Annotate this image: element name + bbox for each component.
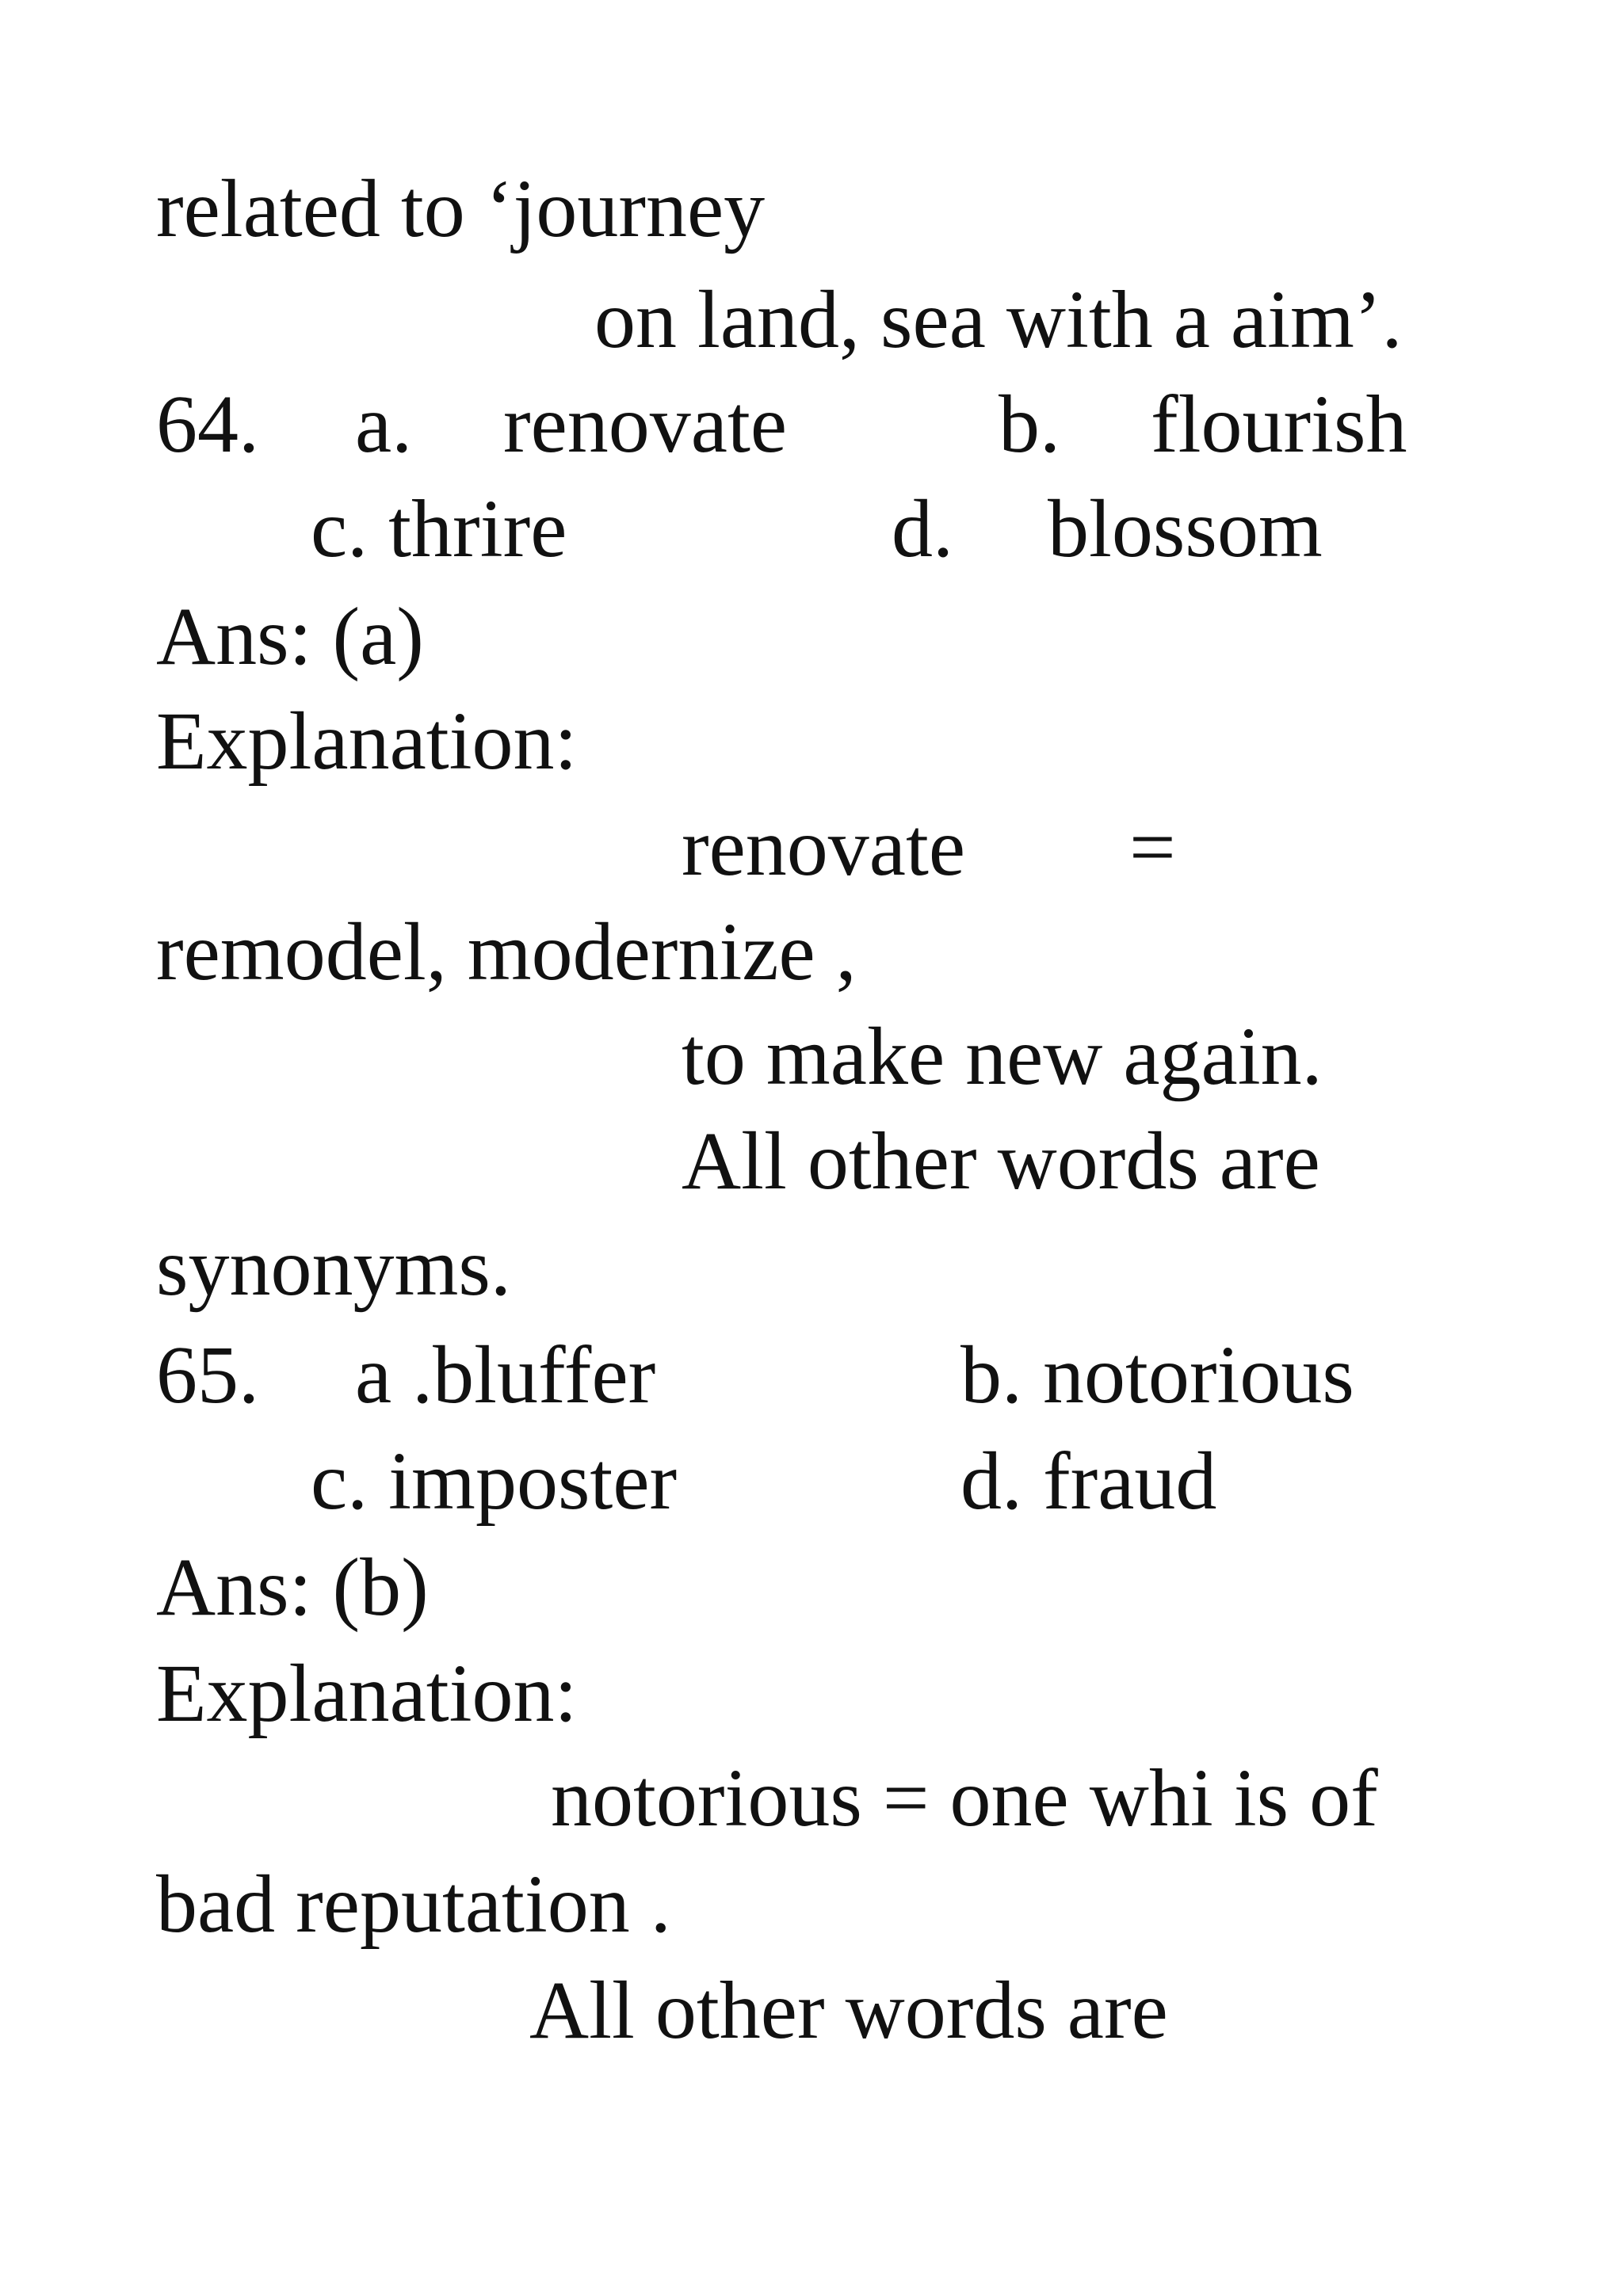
intro-line-1: related to ‘journey [156, 163, 766, 254]
q64-option-c: c. thrire [311, 483, 567, 574]
q65-option-a: a .bluffer [355, 1329, 656, 1421]
q64-explanation-line-2: to make new again. [682, 1011, 1323, 1102]
q65-explanation-heading: Explanation: [156, 1648, 578, 1739]
q64-option-b-text: flourish [1151, 379, 1407, 470]
q64-explanation-equals: = [1129, 802, 1176, 893]
q65-option-c: c. imposter [311, 1436, 678, 1527]
q64-option-d-text: blossom [1048, 483, 1323, 574]
q64-explanation-heading: Explanation: [156, 696, 578, 787]
q64-explanation-line-3: All other words are [682, 1116, 1320, 1207]
q65-number: 65. [156, 1329, 259, 1421]
q65-explanation-line-2: bad reputation . [156, 1859, 671, 1950]
q65-explanation-line-3: All other words are [529, 1965, 1168, 2056]
q64-explanation-term: renovate [682, 802, 966, 893]
q64-option-a-text: renovate [503, 379, 788, 470]
q64-explanation-line-1: remodel, modernize , [156, 906, 857, 997]
q64-option-b-label: b. [999, 379, 1060, 470]
q64-explanation-line-4: synonyms. [156, 1222, 511, 1313]
q64-number: 64. [156, 379, 259, 470]
q65-answer: Ans: (b) [156, 1542, 429, 1633]
q65-explanation-line-1: notorious = one whi is of [551, 1753, 1378, 1844]
q64-option-a-label: a. [355, 379, 413, 470]
intro-line-2: on land, sea with a aim’. [594, 274, 1403, 365]
q65-option-b: b. notorious [960, 1329, 1354, 1421]
q64-option-d-label: d. [892, 483, 953, 574]
q65-option-d: d. fraud [960, 1436, 1217, 1527]
q64-answer: Ans: (a) [156, 591, 424, 682]
